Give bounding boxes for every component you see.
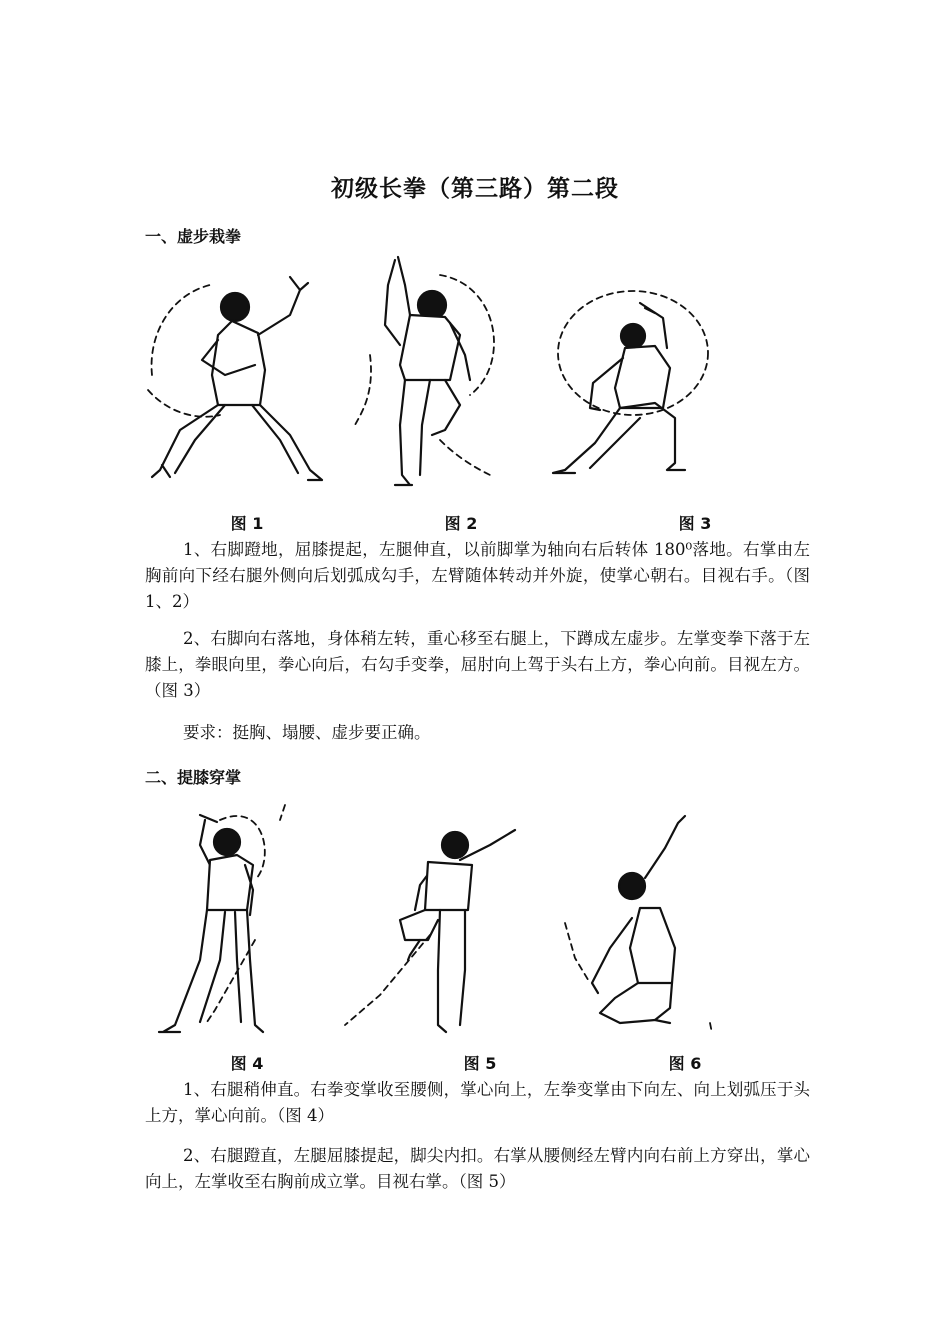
figure-6-caption: 图 6	[668, 1054, 702, 1073]
figure-1-illustration	[140, 255, 340, 495]
knee-raise-figure-2	[350, 245, 510, 495]
arm-press-figure-4	[145, 800, 295, 1040]
section-1-requirement: 要求：挺胸、塌腰、虚步要正确。	[183, 723, 431, 742]
figure-4-illustration	[145, 800, 295, 1040]
figure-1-caption: 图 1	[230, 514, 264, 533]
crouch-stance-figure-6	[560, 808, 720, 1040]
page-title: 初级长拳（第三路）第二段	[331, 176, 619, 202]
figure-4-caption: 图 4	[230, 1054, 264, 1073]
figure-5-caption: 图 5	[463, 1054, 497, 1073]
knee-raise-palm-figure-5	[340, 810, 525, 1040]
figure-6-illustration	[560, 808, 720, 1040]
empty-stance-punch-figure-3	[545, 258, 730, 493]
section-2-paragraph-1: 1、右腿稍伸直。右拳变掌收至腰侧，掌心向上，左拳变掌由下向左、向上划弧压于头上方，掌心向前。（图 4）	[145, 1080, 810, 1125]
section-2-paragraph-2: 2、右腿蹬直，左腿屈膝提起，脚尖内扣。右掌从腰侧经左臂内向右前上方穿出，掌心向上，左掌收至右胸前成立掌。目视右掌。（图 5）	[145, 1146, 810, 1191]
figure-2-caption: 图 2	[444, 514, 478, 533]
figure-2-illustration	[350, 245, 510, 495]
stance-figure-1	[140, 255, 340, 495]
section-1-paragraph-2: 2、右脚向右落地，身体稍左转，重心移至右腿上，下蹲成左虚步。左掌变拳下落于左膝上，拳眼向里，拳心向后，右勾手变拳，屈肘向上驾于头右上方，拳心向前。目视左方。（图 3）	[145, 629, 810, 700]
section-1-paragraph-1: 1、右脚蹬地，屈膝提起，左腿伸直，以前脚掌为轴向右后转体 180⁰落地。右掌由左胸前向下经右腿外侧向后划弧成勾手，左臂随体转动并外旋，使掌心朝右。目视右手。（图 1、2）	[145, 540, 810, 611]
figure-3-caption: 图 3	[678, 514, 712, 533]
figure-3-illustration	[545, 258, 730, 493]
section-heading-2: 二、提膝穿掌	[145, 768, 242, 787]
figure-5-illustration	[340, 810, 525, 1040]
section-heading-1: 一、虚步栽拳	[145, 227, 242, 246]
